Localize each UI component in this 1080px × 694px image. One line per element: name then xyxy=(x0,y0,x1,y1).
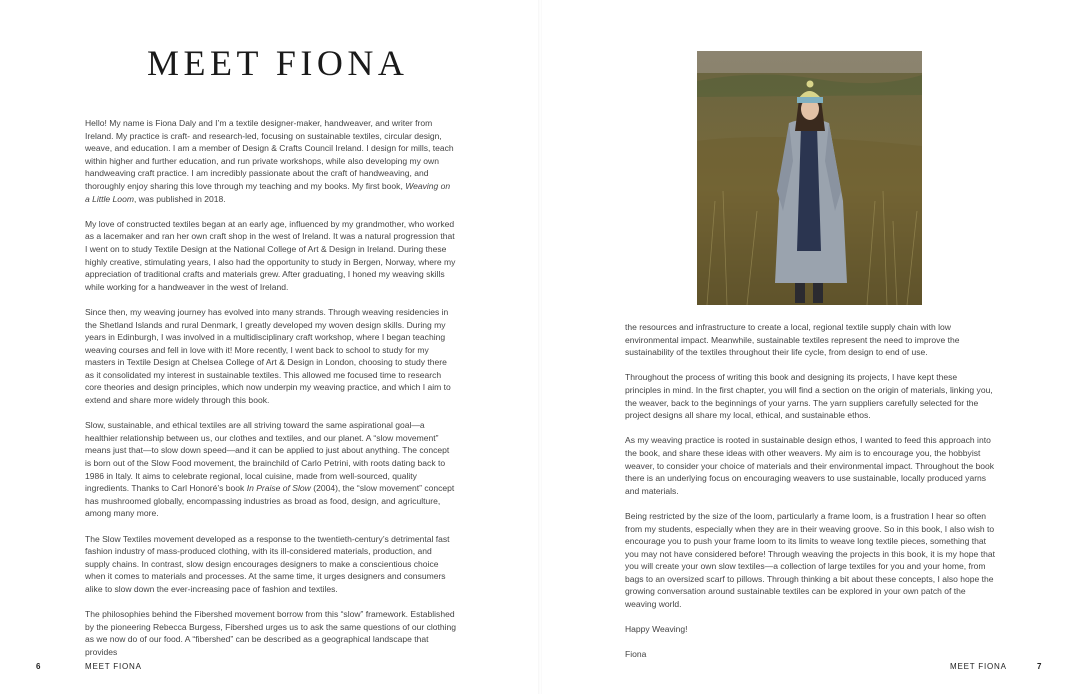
body-paragraph xyxy=(85,306,457,407)
page-number-left: 6 xyxy=(36,662,42,671)
book-title-italic: In Praise of Slow xyxy=(246,483,311,494)
left-folio xyxy=(36,662,41,671)
body-paragraph xyxy=(625,510,995,611)
text-run: Throughout the process of writing this book and designing its projects, I have kept these principles in mind. In the first chapter, you will find a section on the origin of materials, linking you, the weaver, back to the beginnings of your yarns. The yarn suppliers carefully selected for the project designs all share my local, ethical, and sustainable ethos. xyxy=(625,372,993,421)
running-head-right: MEET FIONA xyxy=(950,662,1007,671)
body-paragraph xyxy=(85,218,457,294)
text-run: The Slow Textiles movement developed as a response to the twentieth-century’s detrimental fast fashion industry of mass-produced clothing, with its ill-considered materials, production, and supply chains. In contrast, slow design encourages designers to make a conscientious choice when it comes to materials and processes. At the same time, it urges designers and consumers alike to slow down the ever-increasing pace of fashion and textiles. xyxy=(85,533,450,594)
text-run: The philosophies behind the Fibershed movement borrow from this “slow” framework. Established by the pioneering Rebecca Burgess, Fibershed urges us to ask the same questions of our clothing as we now do of our food. A “fibershed” can be described as a geographical landscape that provides xyxy=(85,609,457,657)
left-running-head xyxy=(85,662,142,671)
right-running-head xyxy=(950,662,1007,671)
text-run: the resources and infrastructure to create a local, regional textile supply chain with low environmental impact. Meanwhile, sustainable textiles represent the need to improve the sustainability of the textiles throughout their life cycle, from design to end of use. xyxy=(625,322,960,358)
body-paragraph xyxy=(85,533,457,596)
body-paragraph xyxy=(625,648,995,661)
right-folio xyxy=(1037,662,1042,671)
body-paragraph xyxy=(85,608,457,658)
book-title-italic: Weaving on a Little Loom xyxy=(85,180,451,204)
body-paragraph xyxy=(625,623,995,636)
page-gutter xyxy=(538,0,542,694)
page-title: MEET FIONA xyxy=(147,43,409,83)
text-run: , was published in 2018. xyxy=(133,193,226,204)
portrait-photo-icon xyxy=(697,51,922,305)
running-head-left: MEET FIONA xyxy=(85,662,142,671)
body-paragraph xyxy=(625,434,995,497)
body-paragraph xyxy=(85,117,457,205)
text-run: Happy Weaving! xyxy=(625,624,688,635)
text-run: Being restricted by the size of the loom, particularly a frame loom, is a frustration I hear so often from my students, especially when they are in their weaving groove. So in this book, I also wish to encourage you to push your frame loom to its limits to weave long textile pieces, something that you may not have considered before! Through weaving the projects in this book, it is my hope that you will create your own slow textiles—a collection of large textiles for you and your home, from bags to an oversized scarf to pillows. Through thinking a bit about these concepts, I also hope the growing conversation around sustainable textiles can be explored in your own patch of the weaving world. xyxy=(625,510,995,610)
text-run: Since then, my weaving journey has evolved into many strands. Through weaving residencies in the Shetland Islands and rural Denmark, I greatly developed my woven design skills. During my years in Edinburgh, I was involved in a multidisciplinary craft workshop, where I began teaching weaving courses and fell in love with it! More recently, I went back to school to study for my masters in Textile Design at Chelsea College of Art & Design in London, choosing to study there as it consolidated my interest in sustainable textiles. This allowed me focused time to research core theories and design principles, which now underpin my weaving practice, and which I aim to extend and share more widely through this book. xyxy=(85,306,451,406)
text-run: My love of constructed textiles began at an early age, influenced by my grandmother, who worked as a lacemaker and ran her own craft shop in the west of Ireland. It was a natural progression that I went on to study Textile Design at the National College of Art & Design in Ireland. During these highly creative, stimulating years, I also had the opportunity to study in Bergen, Norway, where my appreciation of traditional crafts and materials grew. After graduating, I honed my weaving skills while working for a handweaver in the west of Ireland. xyxy=(85,218,456,292)
text-run: Slow, sustainable, and ethical textiles are all striving toward the same aspirational goal—a healthier relationship between us, our clothes and textiles, and our planet. A “slow movement” means just that—to slow down speed—and it can be applied to just about anything. The concept is born out of the Slow Food movement, the brainchild of Carlo Petrini, with roots dating back to 1986 in Italy. It aims to celebrate regional, local cuisine, made from well-sourced, quality ingredients. Thanks to Carl Honoré’s book xyxy=(85,420,450,494)
text-run: (2004), the “slow movement” concept has mushroomed globally, encompassing industries as broad as food, design, and agriculture, among many more. xyxy=(85,483,455,519)
text-run: Fiona xyxy=(625,649,647,660)
body-paragraph xyxy=(625,371,995,421)
page-number-right: 7 xyxy=(1037,662,1043,671)
left-body-text xyxy=(85,117,457,671)
text-run: As my weaving practice is rooted in sustainable design ethos, I wanted to feed this approach into the book, and share these ideas with other weavers. My aim is to encourage you, the hobbyist weaver, to consider your choice of materials and their environmental impact. Throughout the book there is an underlying focus on encouraging weavers to use sustainable, locally produced yarns and materials. xyxy=(625,435,994,496)
body-paragraph xyxy=(85,419,457,520)
right-body-text xyxy=(625,321,995,674)
body-paragraph xyxy=(625,321,995,359)
text-run: Hello! My name is Fiona Daly and I’m a textile designer-maker, handweaver, and writer from Ireland. My practice is craft- and research-led, focusing on sustainable textiles, circular design, weave, and education. I am a member of Design & Crafts Council Ireland. I design for mills, teach within higher and further education, and run private workshops, while also developing my own handweaving craft practice. I am incredibly passionate about the craft of handweaving, and thoroughly enjoy sharing this love through my teaching and my books. My first book, xyxy=(85,118,454,191)
